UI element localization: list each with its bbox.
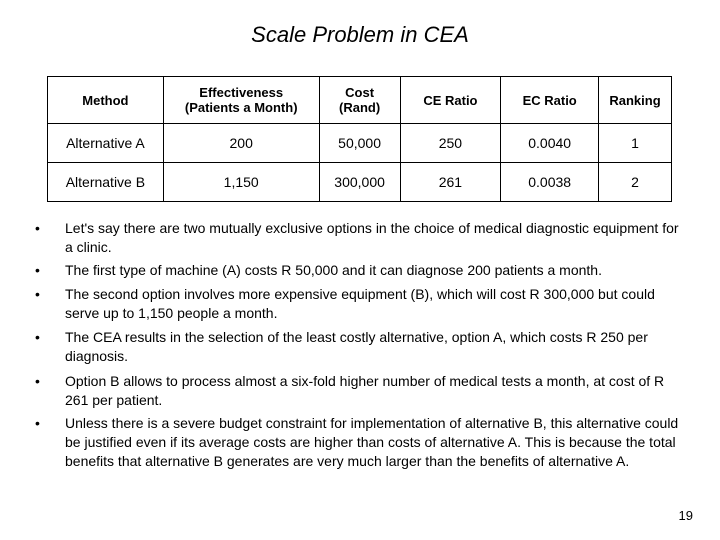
- bullet-text: Unless there is a severe budget constraint for implementation of alternative B, this alternative could be justified even if its average costs are higher than costs of alternative A. This is because the total benefits that alternative B generates are very much larger than the benefits of alternative A.: [65, 415, 679, 469]
- cell: 1,150: [163, 163, 319, 202]
- cell: Alternative A: [48, 124, 164, 163]
- table-row: [48, 124, 672, 163]
- bullet-icon: •: [35, 262, 40, 278]
- cea-table: [47, 76, 672, 202]
- cell: 50,000: [319, 124, 400, 163]
- header-ce-ratio: CE Ratio: [400, 77, 501, 124]
- header-ranking: Ranking: [599, 77, 672, 124]
- header-cost: Cost (Rand): [319, 77, 400, 124]
- bullet-text: The second option involves more expensive equipment (B), which will cost R 300,000 but could serve up to 1,150 people a month.: [65, 286, 655, 321]
- bullet-icon: •: [35, 329, 40, 345]
- bullet-icon: •: [35, 220, 40, 236]
- cell: 0.0040: [501, 124, 599, 163]
- bullet-text: The CEA results in the selection of the least costly alternative, option A, which costs R 250 per diagnosis.: [65, 329, 648, 364]
- table-row: [48, 163, 672, 202]
- cell: 1: [599, 124, 672, 163]
- cell: 300,000: [319, 163, 400, 202]
- cell: 261: [400, 163, 501, 202]
- header-method: Method: [48, 77, 164, 124]
- bullet-icon: •: [35, 415, 40, 431]
- table-header-row: [48, 77, 672, 124]
- cell: 200: [163, 124, 319, 163]
- page-number: 19: [678, 508, 693, 523]
- bullet-text: The first type of machine (A) costs R 50,000 and it can diagnose 200 patients a month.: [65, 262, 602, 278]
- bullet-text: Option B allows to process almost a six-fold higher number of medical tests a month, at cost of R 261 per patient.: [65, 373, 665, 408]
- cell: Alternative B: [48, 163, 164, 202]
- cell: 2: [599, 163, 672, 202]
- bullet-icon: •: [35, 373, 40, 389]
- cell: 250: [400, 124, 501, 163]
- header-ec-ratio: EC Ratio: [501, 77, 599, 124]
- bullet-icon: •: [35, 286, 40, 302]
- slide-title: Scale Problem in CEA: [251, 22, 469, 47]
- cell: 0.0038: [501, 163, 599, 202]
- bullet-text: Let's say there are two mutually exclusive options in the choice of medical diagnostic equipment for a clinic.: [65, 220, 679, 255]
- header-effectiveness: Effectiveness (Patients a Month): [163, 77, 319, 124]
